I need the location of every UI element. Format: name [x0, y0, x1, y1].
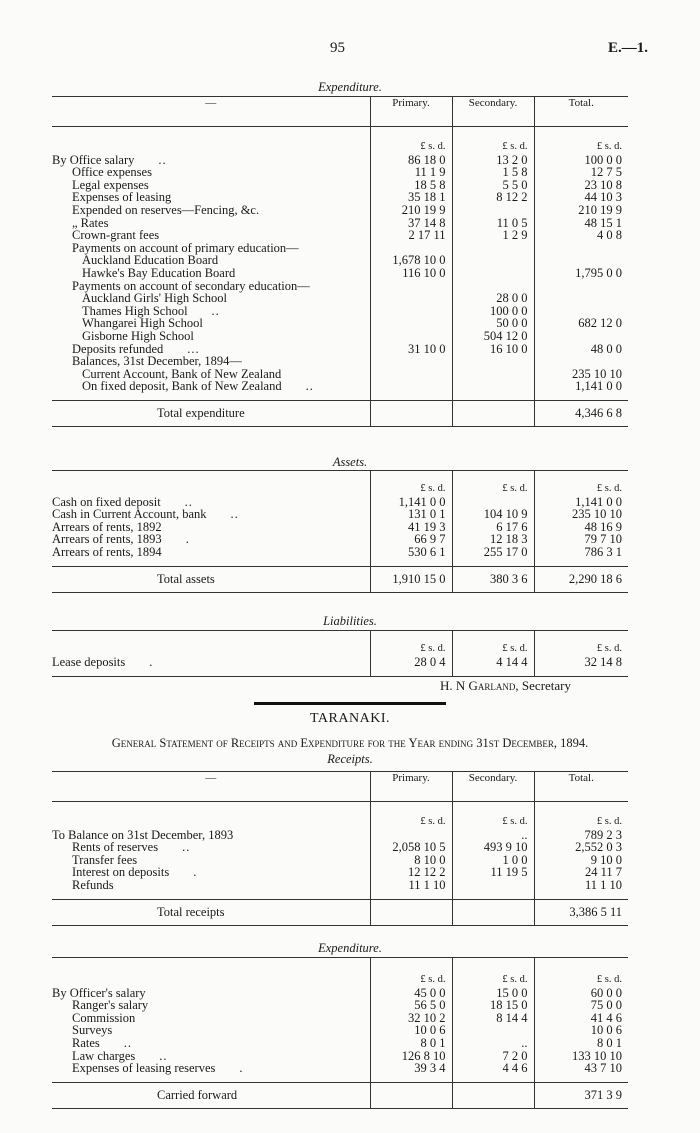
total-value: 41 4 6 — [534, 1012, 628, 1025]
row-label: Transfer fees — [72, 852, 138, 867]
row-label: Ranger's salary — [72, 998, 149, 1013]
row-label: Expended on reserves—Fencing, &c. — [72, 202, 260, 217]
total-label: Total expenditure — [157, 406, 245, 421]
total-row — [52, 1083, 628, 1109]
row-label: Cash on fixed deposit — [52, 494, 161, 509]
total-value: 2,290 18 6 — [534, 567, 628, 593]
total-value: 60 0 0 — [534, 987, 628, 1000]
primary-value — [370, 292, 452, 305]
row-label: Gisborne High School — [82, 328, 194, 343]
table-row — [52, 204, 628, 217]
currency-unit-row — [52, 958, 628, 987]
secondary-header: Secondary. — [452, 97, 534, 127]
row-label: Current Account, Bank of New Zealand — [82, 366, 282, 381]
total-value: 10 0 6 — [534, 1024, 628, 1037]
total-value — [534, 355, 628, 368]
primary-value: 66 9 7 — [370, 533, 452, 546]
signature — [440, 678, 571, 694]
primary-value: 10 0 6 — [370, 1024, 452, 1037]
table-row — [52, 1062, 628, 1075]
secondary-value — [452, 380, 534, 393]
secondary-value: 104 10 9 — [452, 508, 534, 521]
secondary-header: Secondary. — [452, 772, 534, 802]
secondary-value: 18 15 0 — [452, 999, 534, 1012]
secondary-value: 7 2 0 — [452, 1050, 534, 1063]
total-value — [534, 242, 628, 255]
primary-value: 31 10 0 — [370, 343, 452, 356]
total-header: Total. — [534, 97, 628, 127]
row-label: Interest on deposits — [72, 865, 170, 880]
secondary-value: 15 0 0 — [452, 987, 534, 1000]
leader-dots: .. — [123, 1035, 133, 1050]
primary-value: 126 8 10 — [370, 1050, 452, 1063]
table-row — [52, 866, 628, 879]
primary-value: 45 0 0 — [370, 987, 452, 1000]
table-row — [52, 1037, 628, 1050]
spacer-row — [52, 1075, 628, 1083]
page-header — [0, 40, 700, 60]
table-row — [52, 546, 628, 559]
leader-dots: ... — [187, 341, 200, 356]
taranaki-receipts-table — [52, 771, 628, 926]
table-row — [52, 656, 628, 669]
row-label: Surveys — [72, 1023, 113, 1038]
secondary-value — [452, 254, 534, 267]
row-description — [52, 1062, 370, 1075]
auckland-assets-table — [52, 470, 628, 593]
total-primary: 1,910 15 0 — [370, 567, 452, 593]
total-value: 210 19 9 — [534, 204, 628, 217]
secondary-value: 4 4 6 — [452, 1062, 534, 1075]
row-label: Legal expenses — [72, 177, 149, 192]
total-header: Total. — [534, 772, 628, 802]
table-row — [52, 841, 628, 854]
total-value: 43 7 10 — [534, 1062, 628, 1075]
secondary-value: 12 18 3 — [452, 533, 534, 546]
total-value: 4,346 6 8 — [534, 401, 628, 427]
taranaki-expenditure-table — [52, 957, 628, 1109]
total-label: Total receipts — [157, 905, 225, 920]
lsd-label: £ s. d. — [452, 471, 534, 496]
total-value: 9 10 0 — [534, 854, 628, 867]
lsd-label: £ s. d. — [534, 631, 628, 656]
primary-value — [370, 280, 452, 293]
primary-value: 2 17 11 — [370, 229, 452, 242]
secondary-value: 16 10 0 — [452, 343, 534, 356]
secondary-value: 13 2 0 — [452, 154, 534, 167]
row-label: Thames High School — [82, 303, 188, 318]
total-value — [534, 280, 628, 293]
total-value: 23 10 8 — [534, 179, 628, 192]
primary-value: 8 10 0 — [370, 854, 452, 867]
lsd-label: £ s. d. — [370, 127, 452, 154]
total-value: 786 3 1 — [534, 546, 628, 559]
primary-value — [370, 355, 452, 368]
lsd-label: £ s. d. — [370, 471, 452, 496]
auckland-liabilities-table — [52, 630, 628, 677]
total-value: 11 1 10 — [534, 879, 628, 892]
row-label: Expenses of leasing — [72, 190, 172, 205]
table-row — [52, 1012, 628, 1025]
total-secondary: 380 3 6 — [452, 567, 534, 593]
currency-unit-row — [52, 631, 628, 656]
primary-value: 32 10 2 — [370, 1012, 452, 1025]
spacer-row — [52, 559, 628, 567]
primary-value: 1,141 0 0 — [370, 496, 452, 509]
primary-value: 2,058 10 5 — [370, 841, 452, 854]
document-reference: E.—1. — [607, 40, 648, 56]
secondary-value — [452, 204, 534, 217]
total-value: 1,141 0 0 — [534, 380, 628, 393]
primary-value: 210 19 9 — [370, 204, 452, 217]
total-value — [534, 292, 628, 305]
leader-dots: .. — [158, 152, 167, 167]
row-label: Rates — [72, 1035, 100, 1050]
secondary-value: 1 0 0 — [452, 854, 534, 867]
primary-value: 18 5 8 — [370, 179, 452, 192]
lsd-label: £ s. d. — [370, 631, 452, 656]
row-label: „ Rates — [72, 215, 109, 230]
primary-value: 56 5 0 — [370, 999, 452, 1012]
row-label: Lease deposits — [52, 654, 126, 669]
secondary-value: 5 5 0 — [452, 179, 534, 192]
auckland-expenditure-table — [52, 96, 628, 427]
row-label: Hawke's Bay Education Board — [82, 265, 236, 280]
currency-unit-row — [52, 471, 628, 496]
expenditure-title: Expenditure. — [318, 80, 382, 94]
total-value: 24 11 7 — [534, 866, 628, 879]
row-label: Arrears of rents, 1894 — [52, 544, 162, 559]
row-label: To Balance on 31st December, 1893 — [52, 827, 234, 842]
lsd-label: £ s. d. — [534, 802, 628, 829]
total-row — [52, 401, 628, 427]
secondary-value — [452, 355, 534, 368]
primary-value: 131 0 1 — [370, 508, 452, 521]
primary-header: Primary. — [370, 97, 452, 127]
leader-dots: .. — [211, 303, 220, 318]
primary-header: Primary. — [370, 772, 452, 802]
desc-header: — — [205, 772, 217, 784]
leader-dots: .. — [184, 494, 193, 509]
row-label: Crown-grant fees — [72, 228, 160, 243]
lsd-label: £ s. d. — [534, 958, 628, 987]
total-value: 48 15 1 — [534, 217, 628, 230]
row-label: Office expenses — [72, 165, 152, 180]
lsd-label: £ s. d. — [452, 631, 534, 656]
table-row — [52, 999, 628, 1012]
secondary-value: 11 19 5 — [452, 866, 534, 879]
secondary-value: .. — [452, 829, 534, 842]
auckland-expenditure-rows — [52, 154, 628, 401]
total-label: Carried forward — [157, 1088, 238, 1103]
row-description — [52, 546, 370, 559]
secondary-value: 28 0 0 — [452, 292, 534, 305]
row-label: Arrears of rents, 1893 — [52, 532, 162, 547]
row-label: Expenses of leasing reserves — [72, 1061, 216, 1076]
primary-value — [370, 305, 452, 318]
row-label: Commission — [72, 1010, 136, 1025]
leader-dots: .. — [230, 507, 239, 522]
primary-value: 11 1 9 — [370, 166, 452, 179]
secondary-value: 8 12 2 — [452, 191, 534, 204]
total-value: 44 10 3 — [534, 191, 628, 204]
total-value: 32 14 8 — [534, 656, 628, 669]
secondary-value: 1 2 9 — [452, 229, 534, 242]
total-value: 133 10 10 — [534, 1050, 628, 1063]
row-label: By Office salary — [52, 152, 135, 167]
row-label: Rents of reserves — [72, 840, 159, 855]
currency-unit-row — [52, 127, 628, 154]
signatory-title: , Secretary — [515, 678, 572, 693]
lsd-label: £ s. d. — [452, 958, 534, 987]
secondary-value: 50 0 0 — [452, 317, 534, 330]
signatory-name: H. N Garland — [440, 678, 516, 693]
page-number: 95 — [330, 40, 345, 56]
expenditure-title: Expenditure. — [318, 941, 382, 955]
total-value: 4 0 8 — [534, 229, 628, 242]
table-row — [52, 380, 628, 393]
row-label: Law charges — [72, 1048, 136, 1063]
leader-dots: . — [239, 1061, 244, 1076]
secondary-value: 255 17 0 — [452, 546, 534, 559]
row-label: Auckland Education Board — [82, 253, 219, 268]
row-label: By Officer's salary — [52, 985, 146, 1000]
primary-value: 41 19 3 — [370, 521, 452, 534]
total-value: 8 0 1 — [534, 1037, 628, 1050]
total-row — [52, 900, 628, 926]
leader-dots: .. — [305, 379, 314, 394]
secondary-value: 493 9 10 — [452, 841, 534, 854]
total-value: 100 0 0 — [534, 154, 628, 167]
primary-value: 39 3 4 — [370, 1062, 452, 1075]
row-label: On fixed deposit, Bank of New Zealand — [82, 379, 282, 394]
total-value: 235 10 10 — [534, 508, 628, 521]
row-label: Refunds — [72, 877, 114, 892]
total-value: 75 0 0 — [534, 999, 628, 1012]
leader-dots: . — [193, 865, 198, 880]
row-label: Auckland Girls' High School — [82, 291, 227, 306]
primary-value: 530 6 1 — [370, 546, 452, 559]
row-label: Cash in Current Account, bank — [52, 507, 207, 522]
row-description — [52, 380, 370, 393]
secondary-value: 504 12 0 — [452, 330, 534, 343]
total-value: 1,141 0 0 — [534, 496, 628, 509]
row-label: Whangarei High School — [82, 316, 203, 331]
total-value: 235 10 10 — [534, 368, 628, 381]
total-label: Total assets — [157, 572, 215, 587]
table-row — [52, 879, 628, 892]
statement-title: General Statement of Receipts and Expenditure for the Year ending 31st December, 1894. — [111, 736, 589, 750]
auckland-assets-rows — [52, 496, 628, 567]
row-label: Arrears of rents, 1892 — [52, 519, 162, 534]
row-description — [52, 656, 370, 669]
primary-value — [370, 380, 452, 393]
primary-value: 35 18 1 — [370, 191, 452, 204]
total-value: 2,552 0 3 — [534, 841, 628, 854]
lsd-label: £ s. d. — [534, 471, 628, 496]
secondary-value: 11 0 5 — [452, 217, 534, 230]
leader-dots: . — [149, 654, 154, 669]
secondary-value: 6 17 6 — [452, 521, 534, 534]
table-row — [52, 1024, 628, 1037]
total-value: 682 12 0 — [534, 317, 628, 330]
primary-value: 11 1 10 — [370, 879, 452, 892]
taranaki-expenditure-rows — [52, 987, 628, 1083]
secondary-value — [452, 267, 534, 280]
lsd-label: £ s. d. — [370, 802, 452, 829]
row-label: Balances, 31st December, 1894— — [72, 354, 242, 369]
taranaki-receipts-rows — [52, 829, 628, 900]
total-value: 48 0 0 — [534, 343, 628, 356]
primary-value — [370, 368, 452, 381]
secondary-value: 4 14 4 — [452, 656, 534, 669]
total-value: 1,795 0 0 — [534, 267, 628, 280]
row-label: Payments on account of secondary education— — [72, 278, 310, 293]
primary-value — [370, 330, 452, 343]
secondary-value: 1 5 8 — [452, 166, 534, 179]
lsd-label: £ s. d. — [452, 127, 534, 154]
lsd-label: £ s. d. — [452, 802, 534, 829]
primary-value: 86 18 0 — [370, 154, 452, 167]
receipts-title: Receipts. — [327, 752, 373, 766]
total-value: 371 3 9 — [534, 1083, 628, 1109]
row-label: Payments on account of primary education— — [72, 240, 299, 255]
primary-value: 28 0 4 — [370, 656, 452, 669]
secondary-value — [452, 879, 534, 892]
secondary-value: 100 0 0 — [452, 305, 534, 318]
primary-value: 12 12 2 — [370, 866, 452, 879]
assets-title: Assets. — [332, 455, 368, 469]
spacer-row — [52, 892, 628, 900]
total-value: 12 7 5 — [534, 166, 628, 179]
section-divider — [254, 702, 446, 705]
primary-value: 1,678 10 0 — [370, 254, 452, 267]
total-value: 79 7 10 — [534, 533, 628, 546]
row-description — [52, 879, 370, 892]
auckland-liabilities-rows — [52, 656, 628, 677]
leader-dots: .. — [182, 840, 191, 855]
secondary-value — [452, 368, 534, 381]
primary-value: 116 10 0 — [370, 267, 452, 280]
column-header-row — [52, 97, 628, 127]
spacer-row — [52, 393, 628, 401]
lsd-label: £ s. d. — [534, 127, 628, 154]
leader-dots: .. — [159, 1048, 168, 1063]
primary-value: 37 14 8 — [370, 217, 452, 230]
primary-value: 8 0 1 — [370, 1037, 452, 1050]
total-value — [534, 330, 628, 343]
secondary-value: .. — [452, 1037, 534, 1050]
liabilities-title: Liabilities. — [323, 614, 377, 628]
desc-header: — — [205, 97, 217, 109]
lsd-label: £ s. d. — [370, 958, 452, 987]
primary-value — [370, 317, 452, 330]
leader-dots: . — [185, 532, 190, 547]
total-value: 3,386 5 11 — [534, 900, 628, 926]
secondary-value — [452, 242, 534, 255]
total-value: 48 16 9 — [534, 521, 628, 534]
spacer-row — [52, 668, 628, 676]
column-header-row — [52, 772, 628, 802]
total-value: 789 2 3 — [534, 829, 628, 842]
row-label: Deposits refunded — [72, 341, 164, 356]
secondary-value: 8 14 4 — [452, 1012, 534, 1025]
region-title: TARANAKI. — [310, 711, 390, 726]
currency-unit-row — [52, 802, 628, 829]
total-row — [52, 567, 628, 593]
